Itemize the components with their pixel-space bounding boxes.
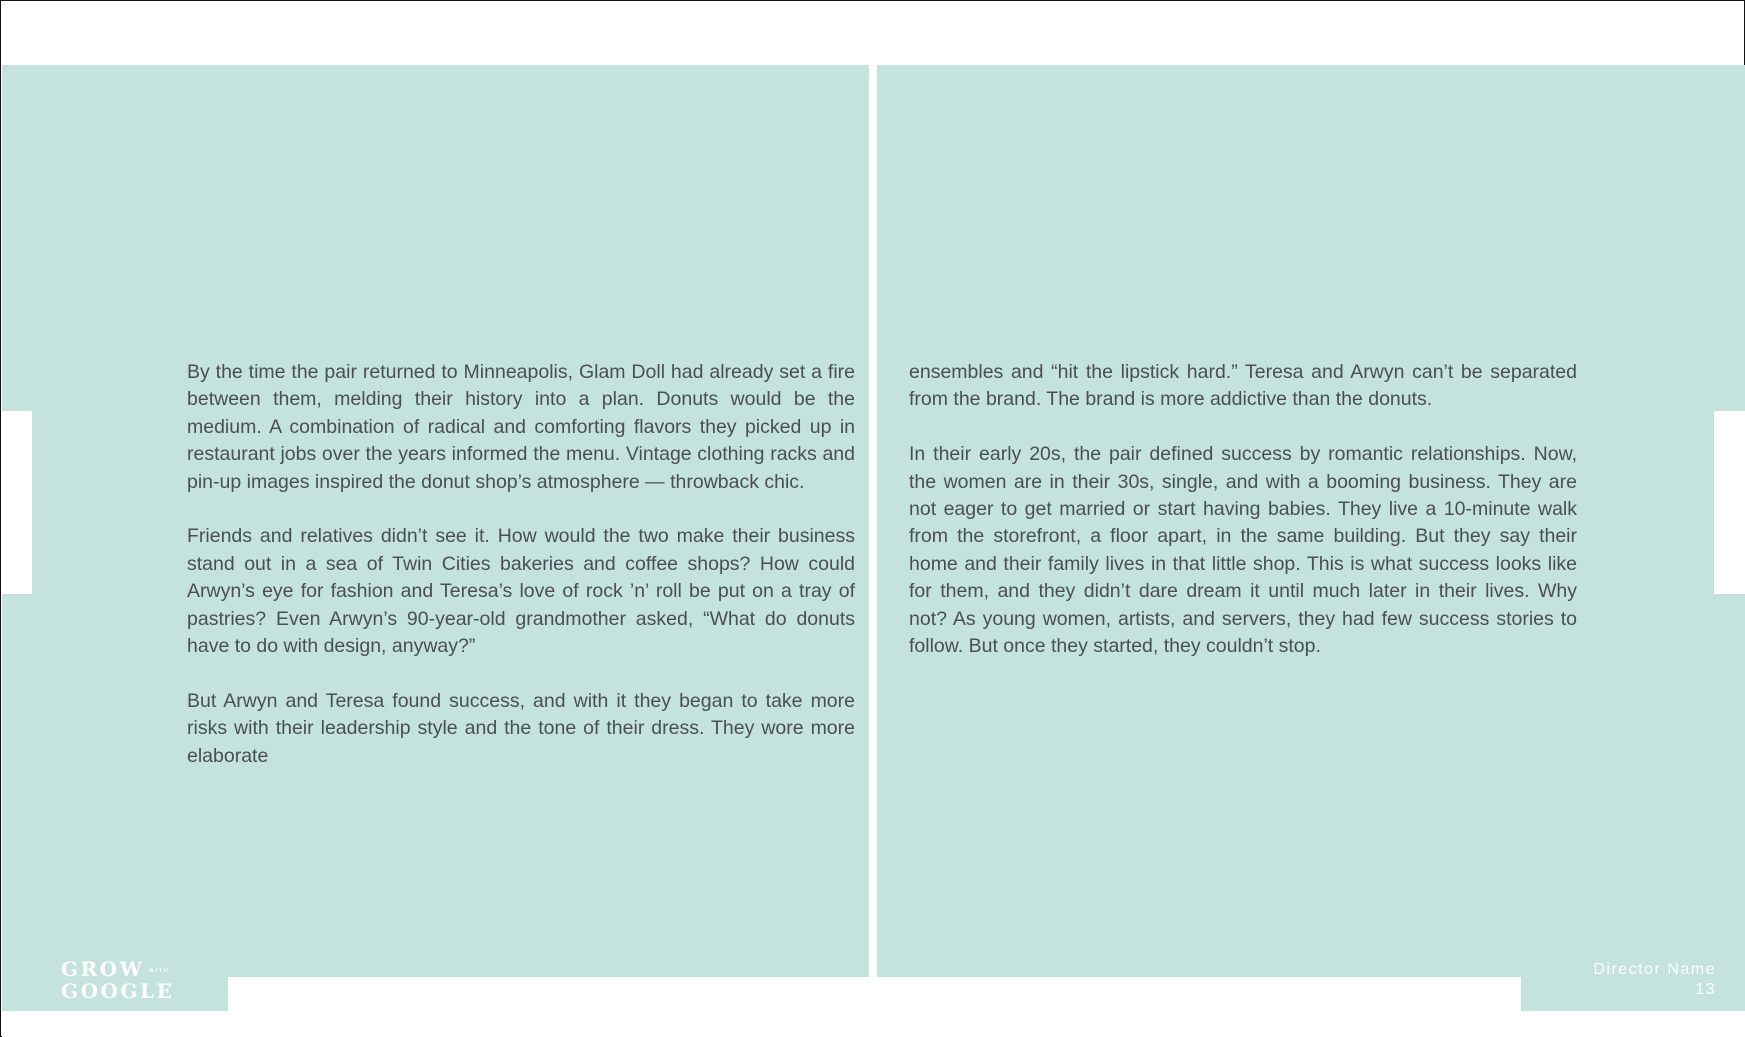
bottom-edge-strip <box>2 1011 1745 1037</box>
page-number: 13 <box>1695 981 1716 998</box>
right-edge-tab <box>1714 411 1745 594</box>
spine-notch-top <box>869 65 877 237</box>
right-paragraph-2: In their early 20s, the pair defined success by romantic relationships. Now, the women are in their 30s, single, and with a booming business. They are not eager to get married or start having babies. They live a 10-minute walk from the storefront, a floor apart, in the same building. But they say their home and their family lives in that little shop. This is what success looks like for them, and they didn’t dare dream it until much later in their lives. Why not? As young women, artists, and servers, they had few success stories to follow. But once they started, they couldn’t stop. <box>909 443 1577 658</box>
logo-line-2: GOOGLE <box>61 978 175 1003</box>
left-edge-tab <box>2 411 32 594</box>
right-paragraph-1: ensembles and “hit the lipstick hard.” Teresa and Arwyn can’t be separated from the brand. The brand is more addictive than the donuts. <box>909 361 1577 411</box>
logo-with: WITH <box>148 967 169 974</box>
right-text-column <box>909 359 1577 660</box>
left-paragraph-3: But Arwyn and Teresa found success, and with it they began to take more risks with their leadership style and the tone of their dress. They wore more elaborate <box>187 689 855 767</box>
director-name: Director Name <box>1593 961 1716 978</box>
grow-with-google-logo <box>61 959 174 1001</box>
left-paragraph-2: Friends and relatives didn’t see it. How would the two make their business stand out in a sea of Twin Cities bakeries and coffee shops? How could Arwyn’s eye for fashion and Teresa’s love of rock ’n’ roll be put on a tray of pastries? Even Arwyn’s 90-year-old grandmother asked, “What do donuts have to do with design, anyway?” <box>187 525 855 658</box>
page-footer <box>1593 960 1716 1000</box>
left-text-column <box>187 359 855 770</box>
logo-line-1: GROW <box>61 957 145 981</box>
left-paragraph-1: By the time the pair returned to Minneapolis, Glam Doll had already set a fire between them, melding their history into a plan. Donuts would be the medium. A combination of radical and comforting flavors they picked up in restaurant jobs over the years informed the menu. Vintage clothing racks and pin-up images inspired the donut shop’s atmosphere — throwback chic. <box>187 361 855 493</box>
